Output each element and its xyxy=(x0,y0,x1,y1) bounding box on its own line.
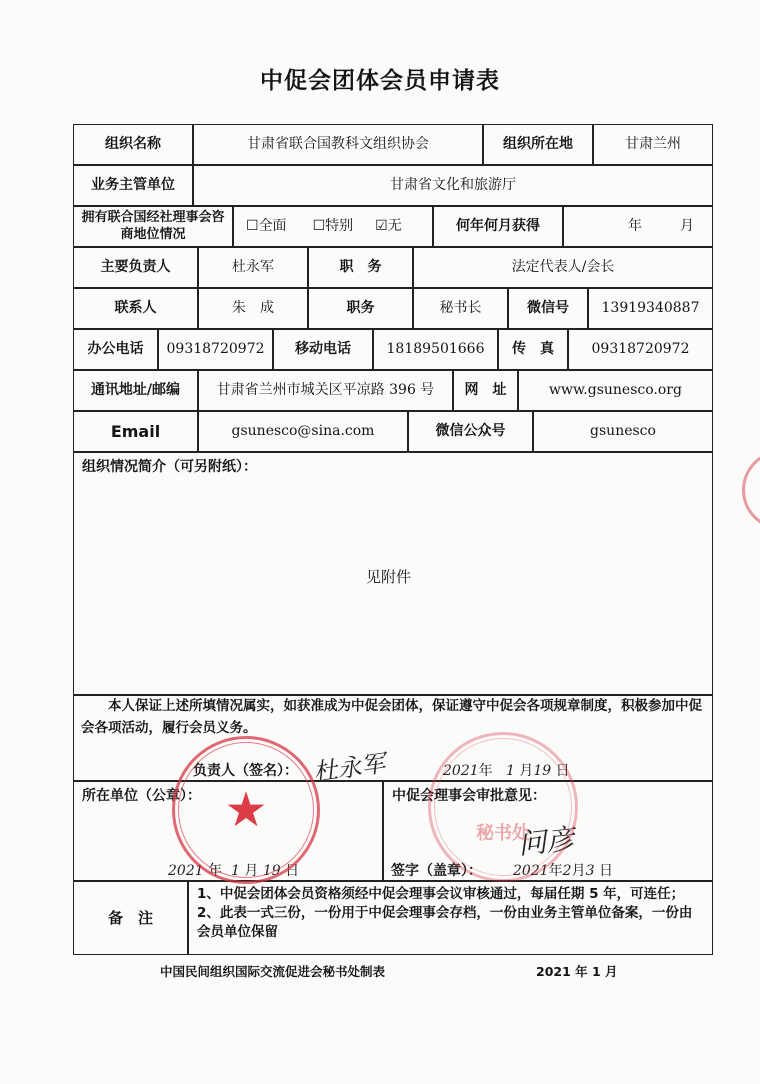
approval-stamp-center: 秘书处 xyxy=(476,823,530,844)
contact-position-label: 职务 xyxy=(308,288,413,329)
remarks-content xyxy=(188,881,713,955)
intro-label: 组织情况简介（可另附纸）： xyxy=(82,459,257,475)
location-label: 组织所在地 xyxy=(483,124,593,165)
website-label: 网 址 xyxy=(453,370,518,411)
wechat-label: 微信号 xyxy=(508,288,588,329)
website-value: www.gsunesco.org xyxy=(518,370,713,411)
contact-position-value: 秘书长 xyxy=(413,288,508,329)
approval-signature: 问彦 xyxy=(516,822,576,861)
obtained-date-value: 年 月 xyxy=(563,206,713,247)
consultative-options xyxy=(233,206,433,247)
remarks-label: 备 注 xyxy=(73,881,188,955)
approval-label: 中促会理事会审批意见： xyxy=(392,788,546,804)
email-label: Email xyxy=(73,411,198,452)
pledge-date: 2021年 1 月19 日 xyxy=(443,763,570,779)
mobile-phone-value: 18189501666 xyxy=(373,329,498,370)
approval-stamp xyxy=(428,732,578,882)
edge-stamp xyxy=(742,450,760,530)
address-value: 甘肃省兰州市城关区平凉路 396 号 xyxy=(198,370,453,411)
form-title: 中促会团体会员申请表 xyxy=(260,68,500,94)
leader-label: 主要负责人 xyxy=(73,247,198,288)
org-name-label: 组织名称 xyxy=(73,124,193,165)
unit-date: 2021 年 1 月 19 日 xyxy=(168,863,300,879)
checkbox-icon: ☐ xyxy=(312,217,326,234)
supervisor-label: 业务主管单位 xyxy=(73,165,193,206)
leader-signature: 杜永军 xyxy=(311,749,387,787)
remark-item-1: 1、中促会团体会员资格须经中促会理事会议审核通过，每届任期 5 年，可连任； xyxy=(197,886,685,902)
option-full[interactable]: ☐全面 xyxy=(246,217,287,234)
address-label: 通讯地址/邮编 xyxy=(73,370,198,411)
remark-item-2: 2、此表一式三份，一份用于中促会理事会存档，一份由业务主管单位备案，一份由会员单位保留 xyxy=(197,905,693,940)
wechat-public-label: 微信公众号 xyxy=(408,411,533,452)
approval-sign-label: 签字（盖章）： xyxy=(391,863,482,879)
checked-box-icon: ☑ xyxy=(375,217,388,234)
signer-label: 负责人（签名）： xyxy=(193,763,298,779)
footer-maker: 中国民间组织国际交流促进会秘书处制表 xyxy=(160,964,386,979)
intro-value: 见附件 xyxy=(366,568,412,586)
checkbox-icon: ☐ xyxy=(246,217,259,234)
obtained-date-label: 何年何月获得 xyxy=(433,206,563,247)
unit-label: 所在单位（公章）： xyxy=(82,788,201,804)
unit-stamp xyxy=(172,736,320,884)
wechat-value: 13919340887 xyxy=(588,288,713,329)
option-special[interactable]: ☐特别 xyxy=(312,217,354,234)
consultative-label: 拥有联合国经社理事会咨商地位情况 xyxy=(73,206,233,247)
office-phone-value: 09318720972 xyxy=(158,329,273,370)
footer-date: 2021 年 1 月 xyxy=(536,964,618,979)
approval-date: 2021年2月3 日 xyxy=(513,863,613,879)
location-value: 甘肃兰州 xyxy=(593,124,713,165)
application-form xyxy=(73,124,713,955)
option-none[interactable]: ☑无 xyxy=(375,217,402,234)
pledge-text: 本人保证上述所填情况属实，如获准成为中促会团体，保证遵守中促会各项规章制度，积极参加中促会各项活动，履行会员义务。 xyxy=(81,698,702,736)
office-phone-label: 办公电话 xyxy=(73,329,158,370)
contact-value: 朱 成 xyxy=(198,288,308,329)
leader-value: 杜永军 xyxy=(198,247,308,288)
leader-position-value: 法定代表人/会长 xyxy=(413,247,713,288)
supervisor-value: 甘肃省文化和旅游厅 xyxy=(193,165,713,206)
star-icon: ★ xyxy=(224,782,268,838)
email-value: gsunesco@sina.com xyxy=(198,411,408,452)
leader-position-label: 职 务 xyxy=(308,247,413,288)
mobile-phone-label: 移动电话 xyxy=(273,329,373,370)
org-name-value: 甘肃省联合国教科文组织协会 xyxy=(193,124,483,165)
fax-label: 传 真 xyxy=(498,329,568,370)
contact-label: 联系人 xyxy=(73,288,198,329)
wechat-public-value: gsunesco xyxy=(533,411,713,452)
fax-value: 09318720972 xyxy=(568,329,713,370)
